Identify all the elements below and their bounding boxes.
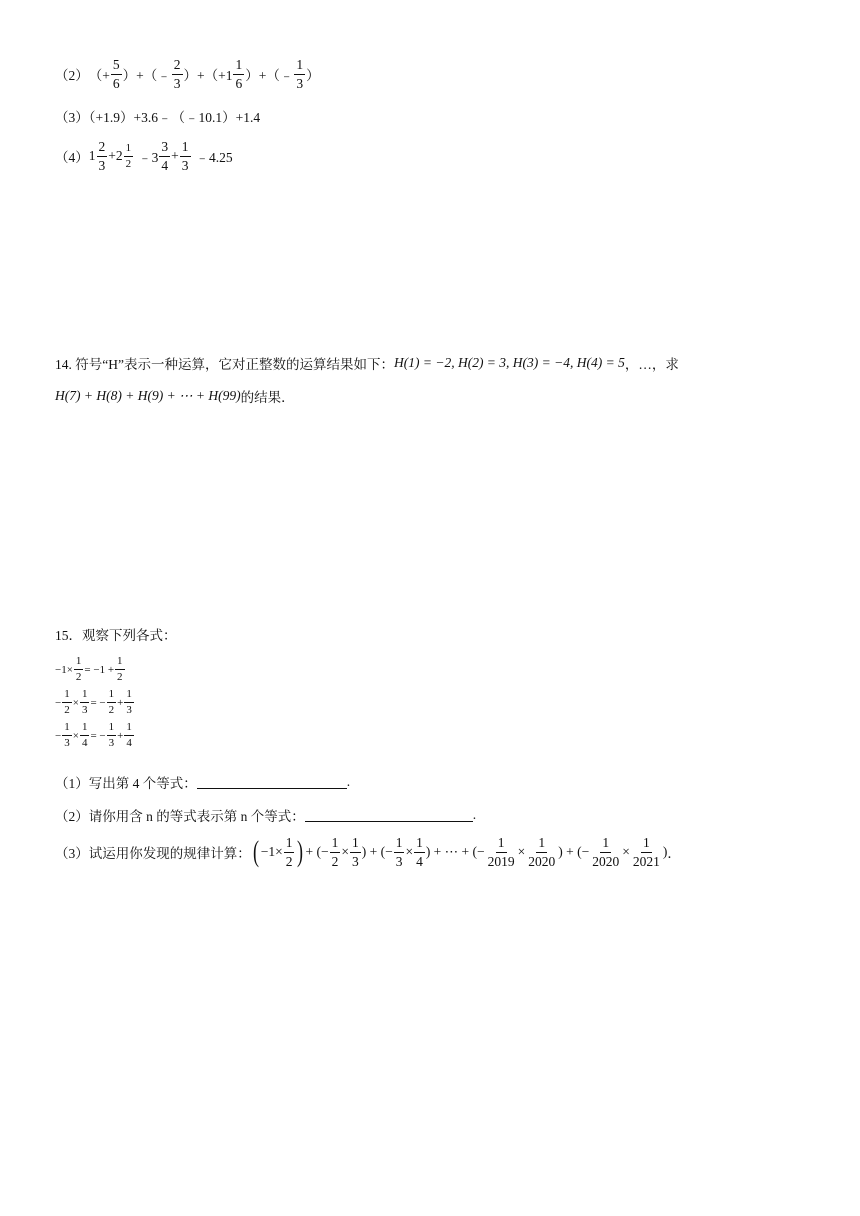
equation-3-text: +: [117, 729, 124, 742]
fraction: $\frac{1}{3}$: [296, 57, 304, 91]
answer-blank-2[interactable]: [305, 809, 473, 822]
equation-2-text: +: [117, 696, 124, 709]
equation-2-text: −: [55, 696, 62, 709]
fraction: $\frac{1}{2020}$: [528, 835, 556, 869]
fraction: $\frac{3}{4}$: [161, 139, 169, 173]
fraction: $\frac{1}{2}$: [125, 141, 132, 170]
expr-text: + (−: [305, 844, 329, 859]
fraction: $\frac{1}{4}$: [416, 835, 423, 869]
fraction: $\frac{1}{2}$: [75, 655, 82, 683]
problem-2-label: （2）: [55, 68, 89, 83]
equation-1-text: = −1 +: [84, 663, 115, 676]
problem-4-text-3: ﹣3: [138, 150, 159, 165]
problem-2-text-5: ）: [306, 68, 320, 83]
sub-question-2: [55, 805, 476, 825]
expr-text: ) + ⋯ + (−: [425, 844, 485, 859]
expr-text: ×: [622, 844, 630, 859]
sub-question-3: [55, 836, 681, 868]
question-14-line-2: [55, 386, 295, 406]
answer-blank-1[interactable]: [197, 776, 347, 789]
fraction: $\frac{1}{6}$: [235, 57, 243, 91]
fraction: $\frac{1}{2}$: [117, 655, 123, 683]
fraction: $\frac{1}{3}$: [181, 139, 189, 173]
problem-3-text: （3）（+1.9）+3.6﹣（﹣10.1）+1.4: [55, 110, 261, 125]
fraction: $\frac{1}{3}$: [126, 688, 132, 716]
question-14-text: 14. 符号“H”表示一种运算，它对正整数的运算结果如下：: [55, 357, 394, 372]
question-15-title-text: 15．观察下列各式：: [55, 628, 177, 643]
expr-text: ): [662, 844, 668, 859]
question-14-text-2: 的结果．: [240, 390, 295, 405]
equation-2-text: ×: [72, 696, 79, 709]
problem-2-text-1: （+: [88, 68, 110, 83]
problem-3: [55, 106, 260, 126]
problem-2-text-4: ）+（﹣: [245, 68, 294, 83]
expr-text: ×: [517, 844, 526, 859]
equation-1: [55, 656, 126, 683]
problem-4-label: （4）: [55, 150, 89, 165]
expr-text: ) + (−: [361, 844, 393, 859]
sub-question-1: [55, 772, 350, 792]
problem-4-text-5: ﹣4.25: [195, 150, 233, 165]
fraction: $\frac{1}{3}$: [395, 835, 403, 869]
sub-question-2-end: .: [472, 807, 477, 822]
fraction: $\frac{1}{4}$: [126, 721, 132, 749]
equation-2-text: = −: [90, 696, 106, 709]
sub-question-3-text: （3）试运用你发现的规律计算：: [55, 846, 251, 861]
problem-4: [55, 140, 233, 172]
expr-text: −1×: [260, 844, 283, 859]
question-14-math-2: H(7) + H(8) + H(9) + ⋯ + H(99): [55, 388, 241, 403]
fraction: $\frac{1}{2019}$: [487, 835, 515, 869]
question-14-text-end: ，…，求: [624, 357, 679, 372]
equation-3: [55, 722, 135, 749]
sub-question-3-end: ．: [667, 846, 681, 861]
fraction: $\frac{2}{3}$: [98, 139, 106, 173]
equation-3-text: = −: [90, 729, 106, 742]
fraction: $\frac{1}{2}$: [331, 835, 339, 869]
fraction: $\frac{1}{2020}$: [592, 835, 620, 869]
fraction: $\frac{1}{2021}$: [632, 835, 660, 869]
question-14-math-1: H(1) = −2, H(2) = 3, H(3) = −4, H(4) = 5: [393, 355, 625, 370]
fraction: $\frac{1}{2}$: [108, 688, 115, 716]
right-paren: ): [297, 835, 304, 868]
sub-question-1-end: .: [346, 774, 351, 789]
problem-2-text-3: ）+（+1: [183, 68, 233, 83]
problem-4-text-1: 1: [88, 148, 96, 163]
problem-4-text-2: +2: [108, 148, 123, 163]
problem-2-text-2: ）+（﹣: [122, 68, 171, 83]
expr-text: ×: [341, 844, 349, 859]
sub-question-1-text: （1）写出第 4 个等式：: [55, 776, 197, 791]
fraction: $\frac{1}{3}$: [64, 721, 70, 749]
equation-3-text: ×: [72, 729, 79, 742]
sub-question-2-text: （2）请你用含 n 的等式表示第 n 个等式：: [55, 809, 305, 824]
fraction: $\frac{1}{2}$: [285, 835, 293, 869]
equation-3-text: −: [55, 729, 62, 742]
equation-2: [55, 689, 135, 716]
fraction: $\frac{1}{3}$: [81, 688, 88, 716]
fraction: $\frac{2}{3}$: [173, 57, 181, 91]
question-15-title: [55, 624, 177, 644]
fraction: $\frac{1}{3}$: [351, 835, 359, 869]
fraction: $\frac{1}{2}$: [64, 688, 70, 716]
problem-2: [55, 58, 320, 90]
equation-1-text: −1×: [55, 663, 73, 676]
expr-text: ) + (−: [558, 844, 590, 859]
problem-4-text-4: +: [171, 148, 179, 163]
fraction: $\frac{1}{4}$: [81, 721, 88, 749]
expr-text: ×: [405, 844, 414, 859]
fraction: $\frac{1}{3}$: [108, 721, 115, 749]
left-paren: (: [252, 835, 259, 868]
question-14-line-1: [55, 353, 679, 373]
fraction: $\frac{5}{6}$: [112, 57, 120, 91]
